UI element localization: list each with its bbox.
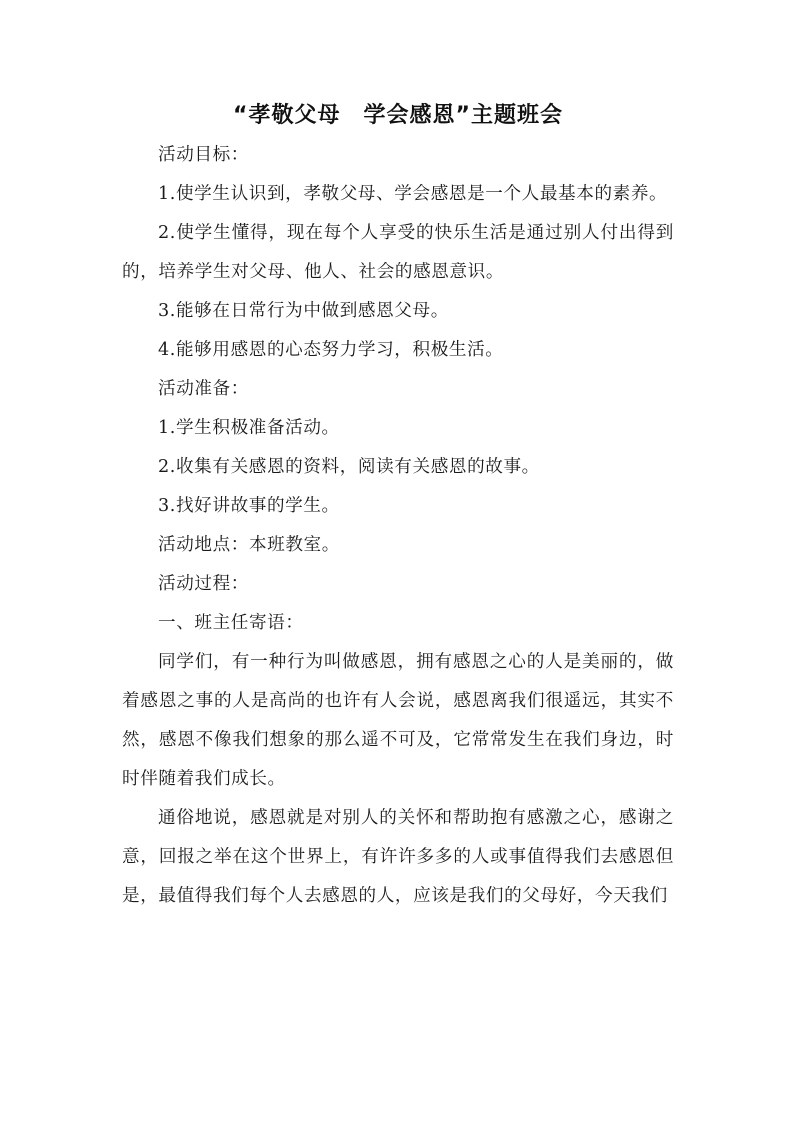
body-paragraph-1: 同学们，有一种行为叫做感恩，拥有感恩之心的人是美丽的，做着感恩之事的人是高尚的也许有人会说，感恩离我们很遥远，其实不然，感恩不像我们想象的那么遥不可及，它常常发生在我们身边，时时伴随着我们成长。: [122, 652, 674, 789]
goal-item-4: 4.能够用感恩的心态努力学习，积极生活。: [158, 340, 504, 360]
goal-item-1: 1.使学生认识到，孝敬父母、学会感恩是一个人最基本的素养。: [158, 184, 668, 204]
goal-item-3: 3.能够在日常行为中做到感恩父母。: [158, 301, 449, 321]
preparation-item-2: 2.收集有关感恩的资料，阅读有关感恩的故事。: [158, 457, 540, 477]
goal-item-2: 2.使学生懂得，现在每个人享受的快乐生活是通过别人付出得到的，培养学生对父母、他人、社会的感恩意识。: [122, 223, 674, 282]
preparation-item-3: 3.找好讲故事的学生。: [158, 496, 340, 516]
section-heading-preparation: 活动准备：: [158, 379, 249, 399]
section-heading-goals: 活动目标：: [158, 145, 249, 165]
document-page: [122, 96, 674, 916]
subsection-heading-teacher-message: 一、班主任寄语：: [158, 613, 304, 633]
section-heading-process: 活动过程：: [158, 574, 249, 594]
body-paragraph-2: 通俗地说，感恩就是对别人的关怀和帮助抱有感激之心，感谢之意，回报之举在这个世界上，有许许多多的人或事值得我们去感恩但是，最值得我们每个人去感恩的人，应该是我们的父母好，今天我们: [122, 808, 674, 906]
document-title: “孝敬父母 学会感恩”主题班会: [233, 103, 563, 128]
preparation-item-1: 1.学生积极准备活动。: [158, 418, 340, 438]
activity-location: 活动地点：本班教室。: [158, 535, 340, 555]
